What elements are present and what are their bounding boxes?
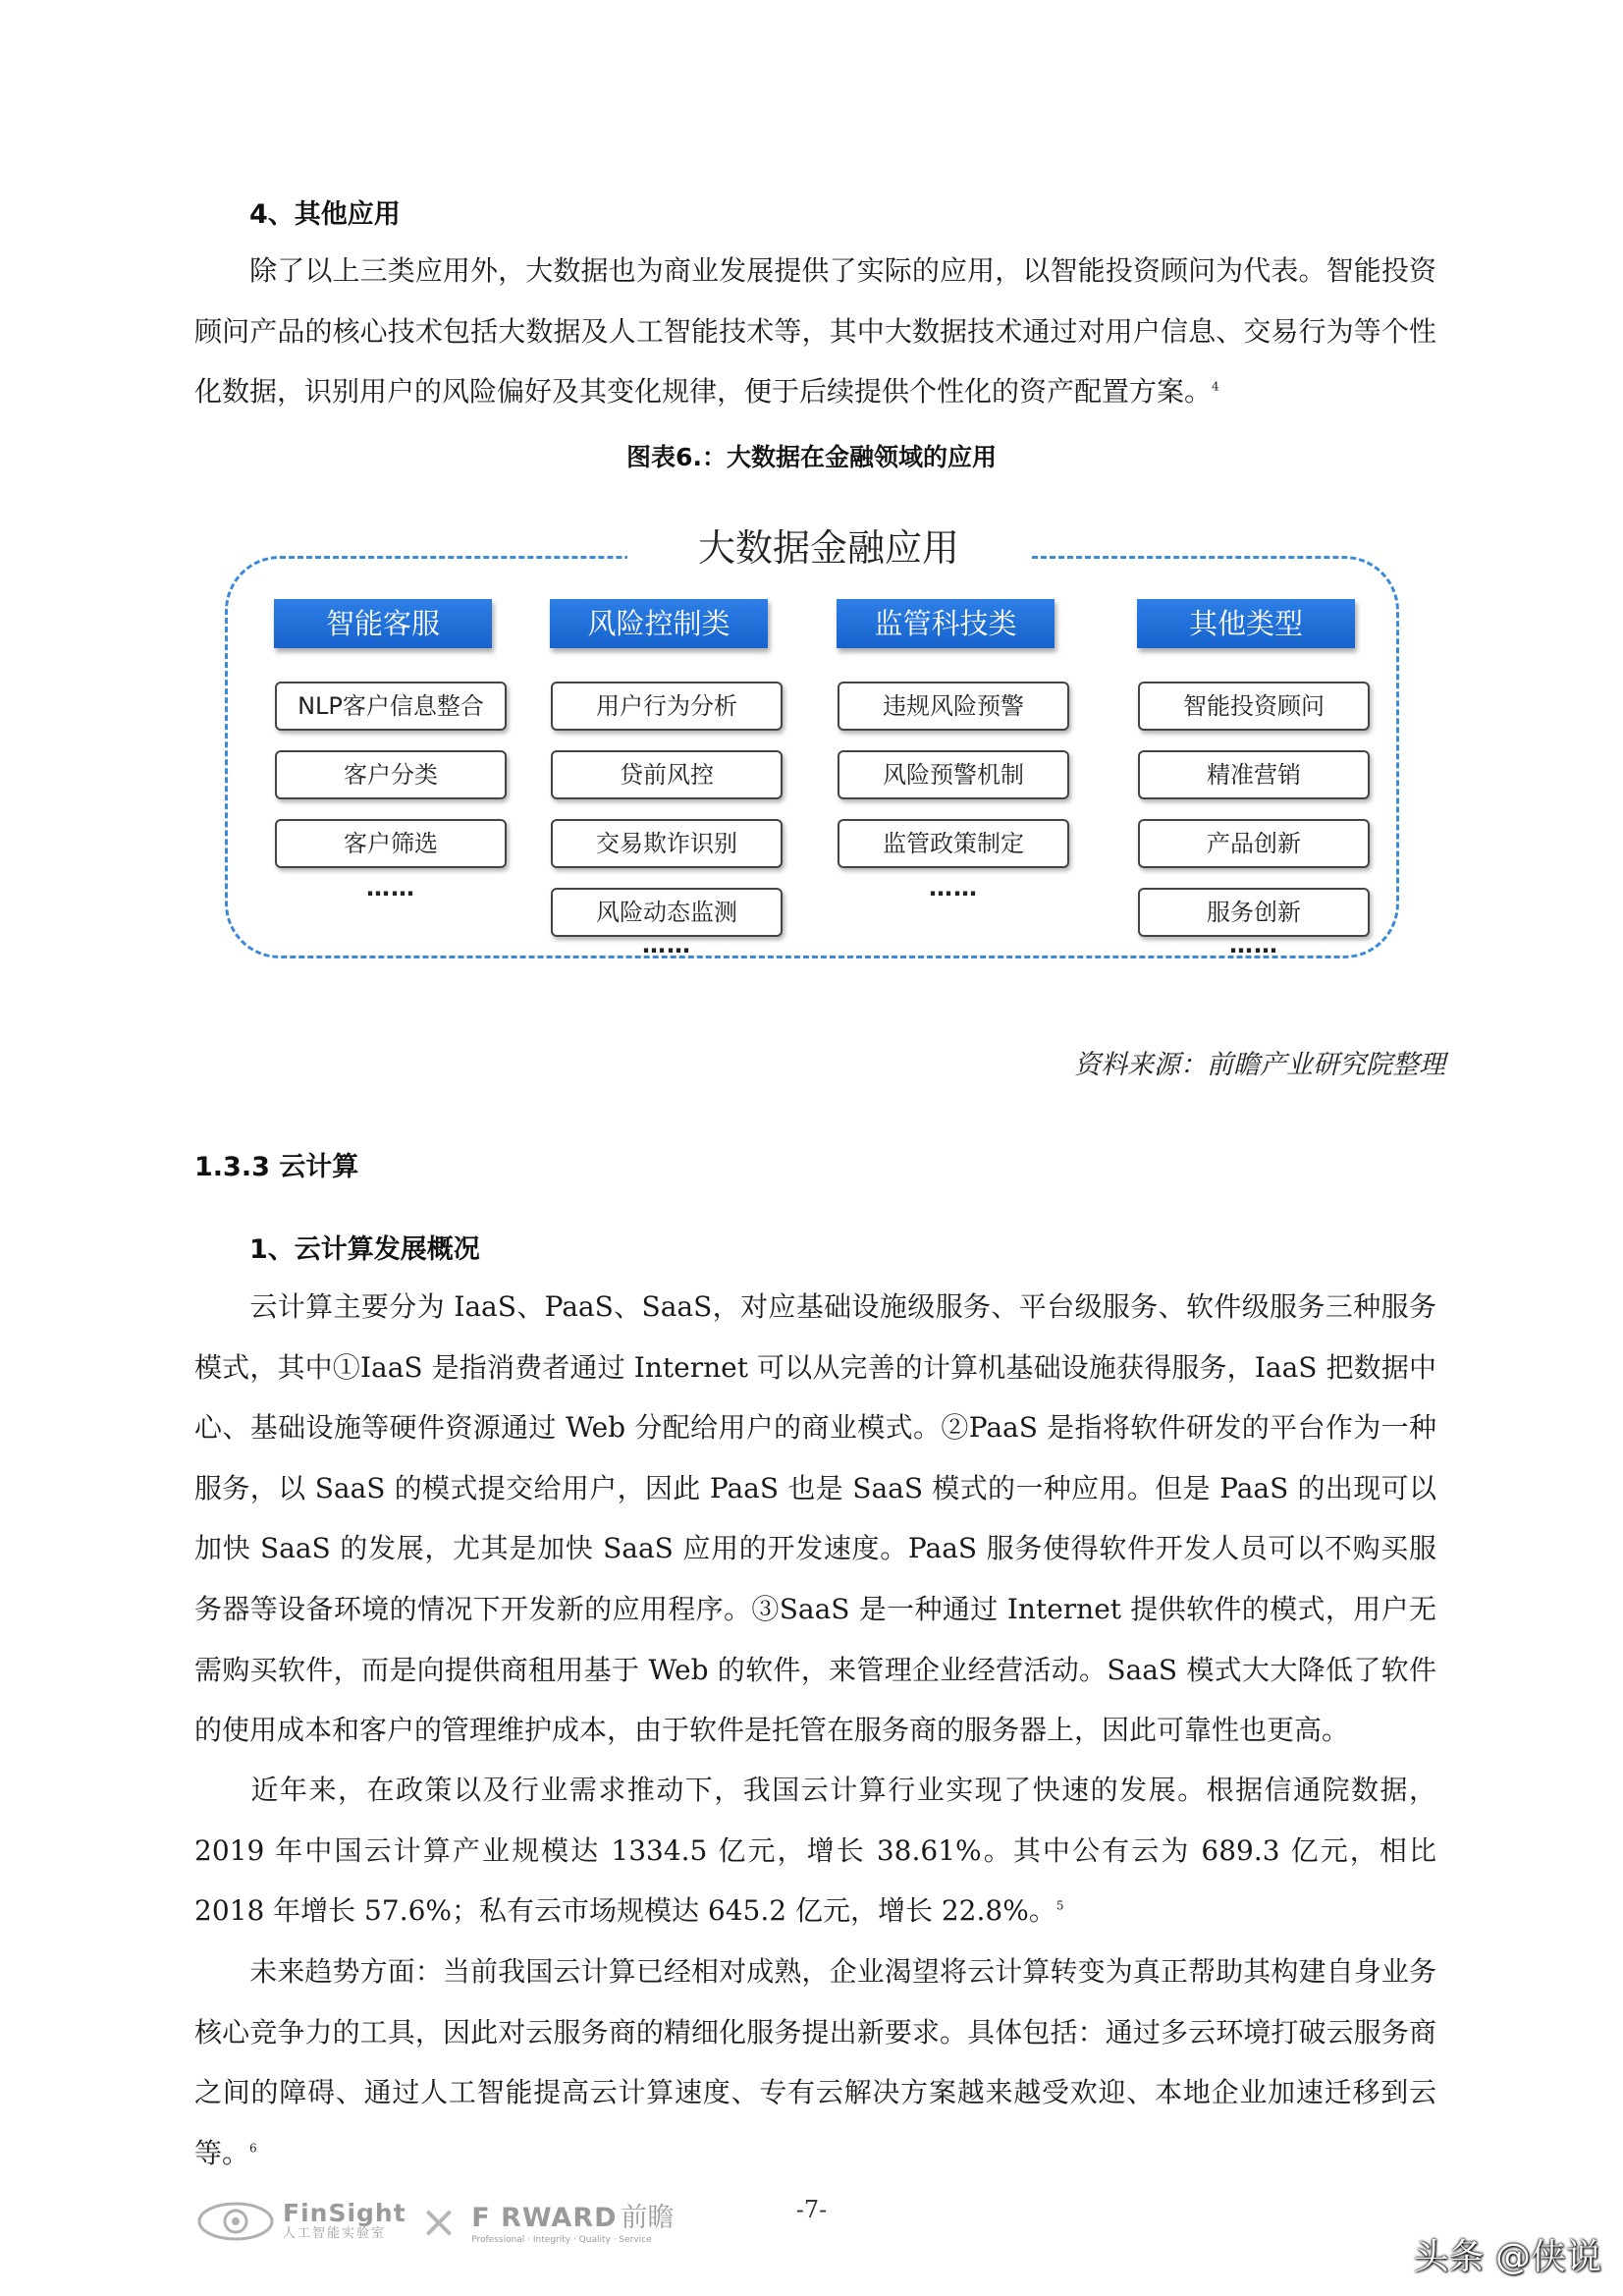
cloud-paragraph-2-text: 近年来，在政策以及行业需求推动下，我国云计算行业实现了快速的发展。根据信通院数据，2019 年中国云计算产业规模达 1334.5 亿元，增长 38.61%。其中公有云为 689.3 亿元，相比 2018 年增长 57.6%；私有云市场规模达 645.2 亿元，增长 22.8%。 <box>194 1774 1436 1928</box>
cloud-paragraph-1-text: 云计算主要分为 IaaS、PaaS、SaaS，对应基础设施级服务、平台级服务、软件级服务三种服务模式，其中①IaaS 是指消费者通过 Internet 可以从完善的计算机基础设施获得服务，IaaS 把数据中心、基础设施等硬件资源通过 Web 分配给用户的商业模式。②PaaS 是指将软件研发的平台作为一种服务，以 SaaS 的模式提交给用户，因此 PaaS 也是 SaaS 模式的一种应用。但是 PaaS 的出现可以加快 SaaS 的发展，尤其是加快 SaaS 应用的开发速度。PaaS 服务使得软件开发人员可以不购买服务器等设备环境的情况下开发新的应用程序。③SaaS 是一种通过 Internet 提供软件的模式，用户无需购买软件，而是向提供商租用基于 Web 的软件，来管理企业经营活动。SaaS 模式大大降低了软件的使用成本和客户的管理维护成本，由于软件是托管在服务商的服务器上，因此可靠性也更高。 <box>194 1290 1436 1747</box>
column-item: 监管政策制定 <box>838 819 1069 868</box>
column-item: NLP客户信息整合 <box>275 682 507 731</box>
footnote-6: 6 <box>249 2141 257 2156</box>
column-item: 违规风险预警 <box>838 682 1069 731</box>
finsight-name: FinSight <box>283 2198 406 2227</box>
column-item: 风险预警机制 <box>838 750 1069 799</box>
figure-source: 资料来源：前瞻产业研究院整理 <box>1074 1050 1445 1080</box>
column-item: 客户分类 <box>275 750 507 799</box>
column-header: 风险控制类 <box>550 599 768 648</box>
column-header: 智能客服 <box>274 599 492 648</box>
column-item: 智能投资顾问 <box>1138 682 1370 731</box>
diagram-column-other <box>1138 599 1374 958</box>
section-1-3-3-heading: 1.3.3 云计算 <box>194 1152 359 1182</box>
cloud-paragraph-3-text: 未来趋势方面：当前我国云计算已经相对成熟，企业渴望将云计算转变为真正帮助其构建自身业务核心竞争力的工具，因此对云服务商的精细化服务提出新要求。具体包括：通过多云环境打破云服务商之间的障碍、通过人工智能提高云计算速度、专有云解决方案越来越受欢迎、本地企业加速迁移到云等。 <box>194 1955 1436 2169</box>
cloud-paragraph-2 <box>194 1760 1436 1941</box>
cloud-paragraph-1 <box>194 1277 1436 1761</box>
column-ellipsis: …… <box>1229 931 1278 958</box>
column-item: 服务创新 <box>1138 888 1370 937</box>
column-header: 其他类型 <box>1137 599 1355 648</box>
logo-separator: × <box>419 2194 459 2248</box>
column-ellipsis: …… <box>366 874 415 902</box>
subsection-1-heading: 1、云计算发展概况 <box>249 1234 480 1265</box>
column-item: 风险动态监测 <box>551 888 783 937</box>
column-header: 监管科技类 <box>837 599 1055 648</box>
column-ellipsis: …… <box>642 931 691 958</box>
diagram-column-risk-control <box>551 599 786 958</box>
forward-chinese: 前瞻 <box>621 2203 675 2233</box>
column-item: 贷前风控 <box>551 750 783 799</box>
page-number: -7- <box>795 2196 828 2223</box>
watermark-text: 头条 @侠说 <box>1413 2237 1601 2277</box>
section-4-text: 除了以上三类应用外，大数据也为商业发展提供了实际的应用，以智能投资顾问为代表。智能投资顾问产品的核心技术包括大数据及人工智能技术等，其中大数据技术通过对用户信息、交易行为等个性化数据，识别用户的风险偏好及其变化规律，便于后续提供个性化的资产配置方案。 <box>194 254 1436 409</box>
diagram-column-regtech <box>838 599 1073 902</box>
footnote-5: 5 <box>1055 1898 1064 1913</box>
section-4-paragraph <box>194 241 1436 422</box>
section-4-heading: 4、其他应用 <box>249 199 401 230</box>
diagram-title: 大数据金融应用 <box>627 519 1030 577</box>
column-ellipsis: …… <box>929 874 978 902</box>
forward-name: F RWARD <box>471 2203 618 2233</box>
finsight-subtitle: 人工智能实验室 <box>283 2225 387 2241</box>
column-item: 产品创新 <box>1138 819 1370 868</box>
column-item: 客户筛选 <box>275 819 507 868</box>
big-data-finance-diagram <box>225 519 1403 962</box>
cloud-paragraph-3 <box>194 1941 1436 2183</box>
figure-caption: 图表6.：大数据在金融领域的应用 <box>626 443 997 471</box>
footnote-4: 4 <box>1212 379 1219 394</box>
forward-subtitle: Professional · Integrity · Quality · Service <box>471 2235 652 2245</box>
column-item: 用户行为分析 <box>551 682 783 731</box>
column-item: 精准营销 <box>1138 750 1370 799</box>
diagram-column-customer-service <box>275 599 511 902</box>
column-item: 交易欺诈识别 <box>551 819 783 868</box>
